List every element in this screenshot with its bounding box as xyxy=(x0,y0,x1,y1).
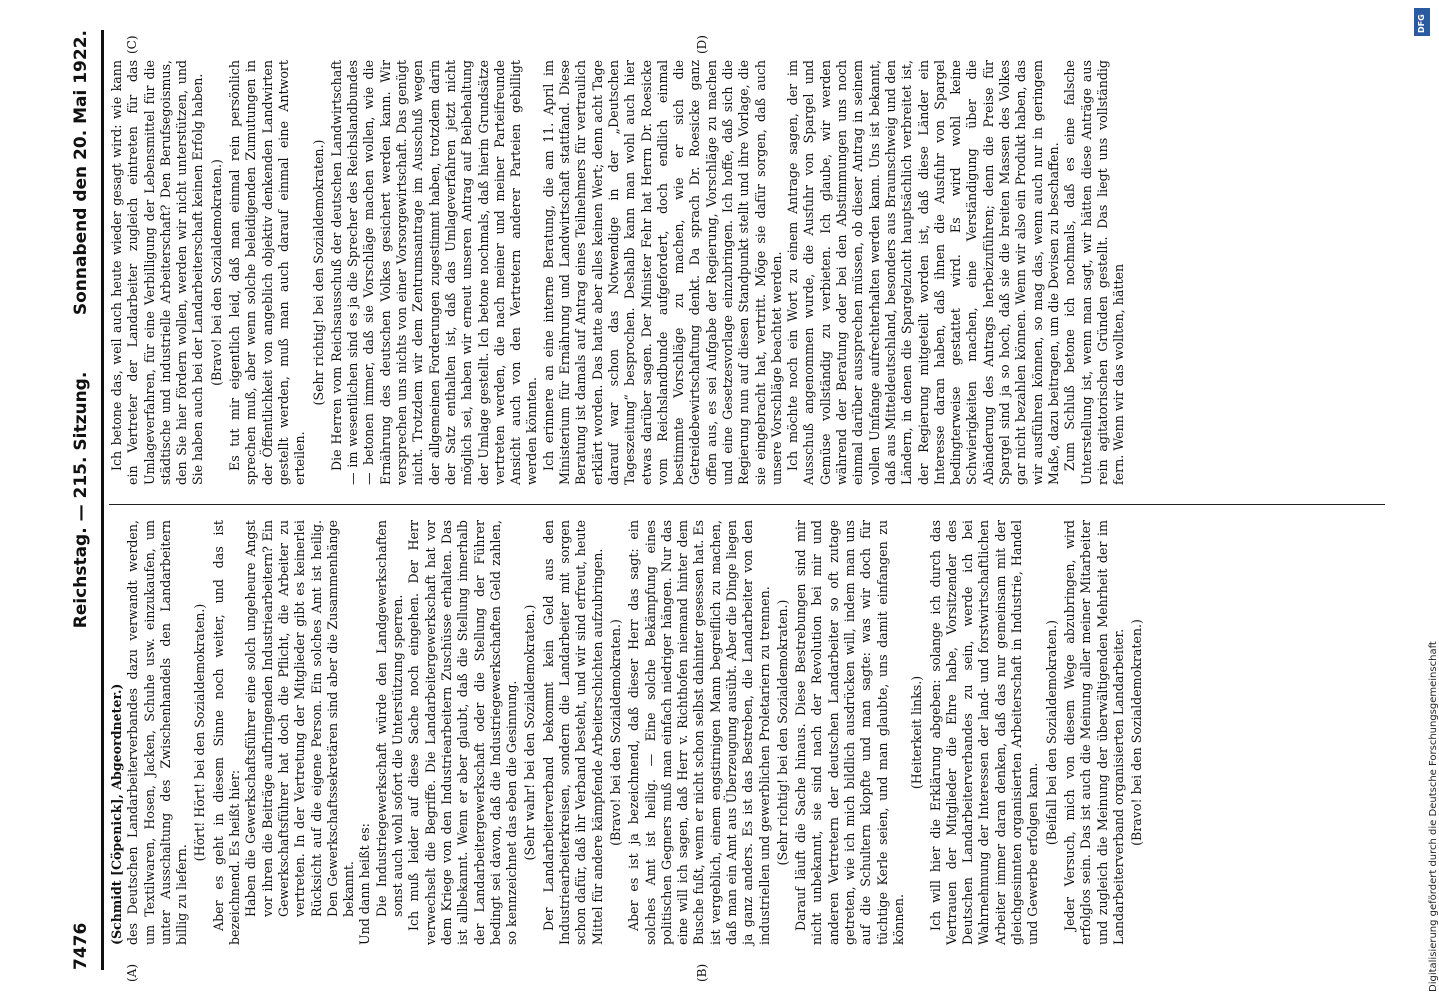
paragraph: Die Herren vom Reichsausschuß der deutschen Landwirtschaft — im wesentlichen sind es ja die Sprecher des Reichslandbundes — betonen immer, daß sie Vorschläge machen wollen, wie die Ernährung des deutschen Volkes gesichert werden kann. Wir versprechen uns nichts von einer Vorsorgewirtschaft. Das genügt nicht. Trotzdem wir dem Zentrumsantrage im Ausschuß wegen der allgemeinen Forderungen zugestimmt haben, trotzdem darin der Satz enthalten ist, daß das Umlageverfahren jetzt nicht möglich sei, haben wir erneut unseren Antrag auf Beibehaltung der Umlage gestellt. Ich betone nochmals, daß hierin Grundsätze vertreten werden, die nach meiner und meiner Parteifreunde Ansicht auch von den Vertretern anderer Parteien gebilligt werden könnten. xyxy=(328,60,540,485)
header-rule xyxy=(101,30,104,970)
paragraph: Und dann heißt es: xyxy=(357,823,373,945)
paragraph: Ich möchte noch ein Wort zu einem Antrage sagen, der im Ausschuß angenommen wurde, die Ausfuhr von Spargel und Gemüse vollständig zu verbieten. Ich glaube, wir werden während der Beratung oder bei den Abstimmungen uns noch einmal darüber aussprechen müssen, ob dieser Antrag in seinem vollen Umfange aufrechterhalten werden kann. Uns ist bekannt, daß aus Mitteldeutschland, besonders aus Braunschweig und den Ländern, in denen die Spargelzucht hauptsächlich verbreitet ist, der Regierung mitgeteilt worden ist, daß diese Länder ein Interesse daran haben, daß ihnen die Ausfuhr von Spargel bedingterweise gestattet wird. Es wird wohl keine Schwierigkeiten machen, eine Verständigung über die Abänderung des Antrags herbeizuführen; denn die Preise für Spargel sind ja so hoch, daß sie die breiten Massen des Volkes gar nicht bezahlen können. Wenn wir also ein Produkt haben, das wir ausführen können, so mag das, wenn auch nur in geringem Maße, dazu beitragen, um die Devisen zu beschaffen. xyxy=(785,60,1061,485)
rotated-print-page xyxy=(55,0,1425,1000)
session-title: Reichstag. — 215. Sitzung. xyxy=(71,371,91,629)
paragraph: Es tut mir eigentlich leid, daß man einmal rein persönlich sprechen muß, aber wenn solche beleidigenden Zumutungen in der Öffentlichkeit von angeblich objektiv denkenden Landwirten gestellt werden, muß man auch darauf einmal eine Antwort erteilen. xyxy=(227,60,308,485)
paragraph: Ich will hier die Erklärung abgeben: solange ich durch das Vertrauen der Mitglieder die Ehre habe, Vorsitzender des Deutschen Landarbeiterverbandes zu sein, werde ich bei Wahrnehmung der Interessen der land- und forstwirtschaftlichen Arbeiter immer daran denken, daß das nur gemeinsam mit der gleichgesinnten organisierten Arbeiterschaft in Industrie, Handel und Gewerbe erfolgen kann. xyxy=(927,520,1041,945)
paragraph: Haben die Gewerkschaftsführer eine solch ungeheure Angst vor ihren die Beiträge aufbringenden Industriearbeitern? Ein Gewerkschaftsführer hat doch die Pflicht, die Arbeiter zu vertreten. In der Vertretung der Mitglieder gibt es keinerlei Rücksicht auf die eigene Person. Ein solches Amt ist heilig. Den Gewerkschaftssekretären sind aber die Zusammenhänge bekannt. xyxy=(243,520,357,917)
paragraph: Aber es ist ja bezeichnend, daß dieser Herr das sagt: ein solches Amt ist heilig. — Eine solche Bekämpfung eines politischen Gegners muß man einfach niedriger hängen. Nur das eine will ich sagen, daß Herr v. Richthofen niemand hinter dem Busche fußt, wenn er nicht schon selbst dahinter gesessen hat. Es ist vergeblich, einem engstirnigen Mann begreiflich zu machen, daß man ein Amt aus Überzeugung ausübt. Aber die Dinge liegen ja ganz anders. Es ist das Bestreben, die Landarbeiter von den industriellen und gewerblichen Proletariern zu trennen. xyxy=(626,520,772,945)
interjection: (Sehr richtig! bei den Sozialdemokraten.) xyxy=(774,599,790,866)
interjection: (Sehr wahr! bei den Sozialdemokraten.) xyxy=(522,604,538,861)
paragraph: (Schmidt [Cöpenick], Abgeordneter.) xyxy=(109,683,124,945)
margin-marker-b: (B) xyxy=(695,963,709,982)
paragraph: Ich betone das, weil auch heute wieder gesagt wird: wie kann ein Vertreter der Landarbeiter zugleich eintreten für das Umlageverfahren, für eine Verbilligung der Lebensmittel für die städtische und industrielle Arbeiterschaft? Den Berufsegoismus, den Sie hier fördern wollen, werden wir nicht unterstützen, und Sie haben auch bei der Landarbeiterschaft keinen Erfolg haben. xyxy=(109,60,206,485)
interjection: (Bravo! bei den Sozialdemokraten.) xyxy=(607,619,623,846)
paragraph: Zum Schluß betone ich nochmals, daß es eine falsche Unterstellung ist, wenn man sagt, wir hätten diese Anträge aus rein agitatorischen Gründen gestellt. Das liegt uns vollständig fern. Wenn wir das wollten, hätten xyxy=(1062,60,1127,485)
interjection: (Sehr richtig! bei den Sozialdemokraten.) xyxy=(310,139,326,406)
dfg-logo-text: DFG xyxy=(1417,14,1426,33)
paragraph: Der Landarbeiterverband bekommt kein Geld aus den Industriearbeiterkreisen, sondern die Landarbeiter mit sorgen schon dafür, daß ihr Verband besteht, und wir sind erfreut, heute Mittel für andere kämpfende Arbeiterschichten aufzubringen. xyxy=(540,520,605,945)
margin-marker-a: (A) xyxy=(125,963,139,982)
paragraph: Ich muß leider auf diese Sache noch eingehen. Der Herr verwechselt die Begriffe. Die Landarbeitergewerkschaft hat vor dem Kriege von den Industriearbeitern Zuschüsse erhalten. Das ist allbekannt. Wenn er aber glaubt, daß die Stellung innerhalb der Landarbeitergewerkschaft oder die Stellung der Führer bedingt sei davon, daß die Industriegewerkschaften Geld zahlen, so kennzeichnet das eben die Gesinnung. xyxy=(406,520,520,945)
interjection: (Hört! Hört! bei den Sozialdemokraten.) xyxy=(192,603,208,862)
left-text-column xyxy=(109,520,1413,945)
interjection: (Beifall bei den Sozialdemokraten.) xyxy=(1043,619,1059,846)
paragraph: Darauf läuft die Sache hinaus. Diese Bestrebungen sind mir nicht unbekannt, sie sind nach der Revolution bei mir und anderen Vertretern der deutschen Landarbeiter so oft zutage getreten, wie ich mich bildlich ausdrücken will, indem man uns auf die Schultern klopfte und man sagte: was wir doch für tüchtige Kerle seien, und man glaubte, uns damit einfangen zu können. xyxy=(793,520,906,945)
paragraph: Jeder Versuch, mich von diesem Wege abzubringen, wird erfolglos sein. Das ist auch die Meinung aller meiner Mitarbeiter und zugleich die Meinung der überwältigenden Mehrheit der im Landarbeiterverband organisierten Landarbeiter. xyxy=(1061,520,1126,945)
margin-marker-c: (C) xyxy=(125,35,139,54)
interjection: (Bravo! bei den Sozialdemokraten.) xyxy=(1129,619,1145,846)
session-date: Sonnabend den 20. Mai 1922. xyxy=(71,30,91,316)
paragraph: des Deutschen Landarbeiterverbandes dazu verwandt werden, um Textilwaren, Hosen, Jacken, Schuhe usw. einzukaufen, um unter Ausschaltung des Zwischenhandels den Landarbeitern billig zu liefern. xyxy=(125,520,190,945)
margin-marker-d: (D) xyxy=(695,35,709,54)
page-header xyxy=(65,30,99,970)
digitization-note-text: Digitalisierung gefördert durch die Deutsche Forschungsgemeinschaft xyxy=(1428,641,1439,992)
paragraph: Die Industriegewerkschaft würde den Landgewerkschaften sonst auch wohl sofort die Unterstützung sperren. xyxy=(373,520,406,917)
paragraph: Ich erinnere an eine interne Beratung, die am 11. April im Ministerium für Ernährung und Landwirtschaft stattfand. Diese Beratung ist damals auf Antrag eines Teilnehmers für vertraulich erklärt worden. Das hatte aber alles keinen Wert; denn acht Tage darauf war schon das Notwendige in der „Deutschen Tageszeitung“ besprochen. Deshalb kann man wohl auch hier etwas darüber sagen. Der Minister Fehr hat Herrn Dr. Roesicke vom Reichslandbunde aufgefordert, doch endlich einmal bestimmte Vorschläge zu machen, wie er sich die Getreidebewirtschaftung denkt. Da sprach Dr. Roesicke ganz offen aus, es sei Aufgabe der Regierung, Vorschläge zu machen und eine Gesetzesvorlage einzubringen. Ich hoffe, daß sich die Regierung nun auf diesen Standpunkt stellt und ihre Vorlage, die sie eingebracht hat, vertritt. Möge sie dafür sorgen, daß auch unsere Vorschläge beachtet werden. xyxy=(540,60,784,485)
right-text-column xyxy=(109,60,1413,485)
interjection: (Bravo! bei den Sozialdemokraten.) xyxy=(208,159,224,386)
digitization-note xyxy=(1412,12,1439,992)
page-number: 7476 xyxy=(71,922,91,970)
interjection: (Heiterkeit links.) xyxy=(909,675,925,790)
column-divider xyxy=(109,504,1385,505)
paragraph: Aber es geht in diesem Sinne noch weiter, und das ist bezeichnend. Es heißt hier: xyxy=(210,520,243,945)
